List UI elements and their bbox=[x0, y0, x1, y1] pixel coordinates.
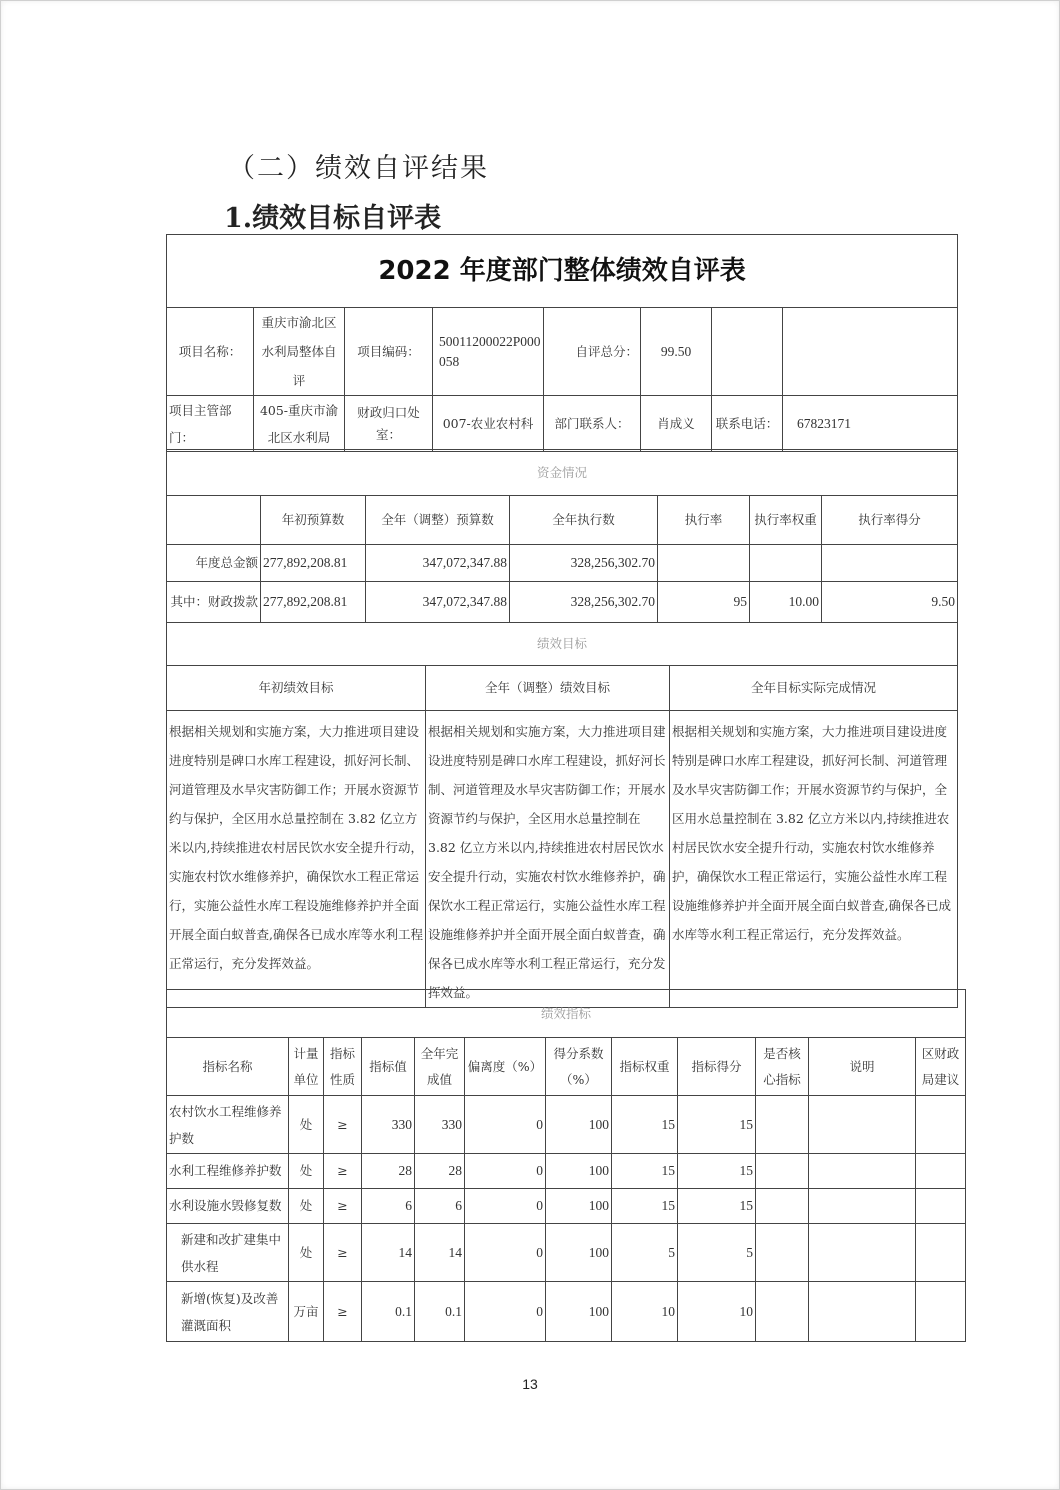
funds-cell bbox=[750, 545, 822, 582]
indicator-cell bbox=[756, 1096, 809, 1154]
indicator-cell: 15 bbox=[678, 1096, 756, 1154]
indicator-cell: 15 bbox=[612, 1096, 678, 1154]
indicator-row bbox=[167, 1282, 966, 1342]
indicator-cell: 14 bbox=[362, 1224, 415, 1282]
indicators-block bbox=[166, 989, 960, 1342]
indicator-header: 得分系数（%） bbox=[546, 1038, 612, 1096]
indicator-cell: 0 bbox=[465, 1096, 546, 1154]
indicator-cell bbox=[809, 1154, 916, 1189]
indicator-row bbox=[167, 1154, 966, 1189]
goals-header: 全年目标实际完成情况 bbox=[670, 666, 958, 711]
goals-block bbox=[166, 622, 957, 1008]
indicator-cell: ≥ bbox=[324, 1224, 362, 1282]
indicator-cell bbox=[756, 1154, 809, 1189]
indicator-cell bbox=[916, 1282, 966, 1342]
info-table bbox=[166, 234, 958, 452]
funds-cell bbox=[658, 545, 750, 582]
project-name-label: 项目名称： bbox=[167, 308, 254, 396]
indicators-table bbox=[166, 989, 966, 1342]
funds-header: 执行率权重 bbox=[750, 496, 822, 545]
goals-header: 全年（调整）绩效目标 bbox=[426, 666, 670, 711]
indicator-cell: ≥ bbox=[324, 1282, 362, 1342]
indicator-cell: 0.1 bbox=[415, 1282, 465, 1342]
funds-cell: 277,892,208.81 bbox=[261, 545, 366, 582]
indicator-header: 全年完成值 bbox=[415, 1038, 465, 1096]
info-block bbox=[166, 234, 957, 452]
indicator-header: 计量单位 bbox=[289, 1038, 324, 1096]
goals-header: 年初绩效目标 bbox=[167, 666, 426, 711]
funds-cell bbox=[822, 545, 958, 582]
indicator-cell: 万亩 bbox=[289, 1282, 324, 1342]
funds-row bbox=[167, 582, 958, 623]
funds-block bbox=[166, 449, 957, 623]
indicator-header: 区财政局建议 bbox=[916, 1038, 966, 1096]
indicator-cell: 5 bbox=[678, 1224, 756, 1282]
indicator-cell: 水利工程维修养护数 bbox=[167, 1154, 289, 1189]
indicator-header: 指标值 bbox=[362, 1038, 415, 1096]
indicator-cell bbox=[916, 1154, 966, 1189]
indicator-cell: 10 bbox=[612, 1282, 678, 1342]
funds-cell: 其中：财政拨款 bbox=[167, 582, 261, 623]
funds-header: 执行率得分 bbox=[822, 496, 958, 545]
dept-label: 项目主管部门： bbox=[167, 396, 254, 452]
indicator-cell: 28 bbox=[415, 1154, 465, 1189]
indicator-cell: 330 bbox=[415, 1096, 465, 1154]
indicator-cell: ≥ bbox=[324, 1189, 362, 1224]
indicator-header: 指标性质 bbox=[324, 1038, 362, 1096]
indicator-cell: 新增(恢复)及改善灌溉面积 bbox=[167, 1282, 289, 1342]
funds-header: 全年执行数 bbox=[510, 496, 658, 545]
indicator-cell bbox=[756, 1224, 809, 1282]
indicator-cell: 100 bbox=[546, 1096, 612, 1154]
indicator-row bbox=[167, 1224, 966, 1282]
indicator-cell: 6 bbox=[415, 1189, 465, 1224]
indicator-cell: 5 bbox=[612, 1224, 678, 1282]
page-number: 13 bbox=[522, 1376, 538, 1392]
funds-cell: 328,256,302.70 bbox=[510, 545, 658, 582]
indicator-cell bbox=[916, 1189, 966, 1224]
finance-value: 007-农业农村科 bbox=[433, 396, 544, 452]
funds-cell: 9.50 bbox=[822, 582, 958, 623]
info-empty-cell bbox=[712, 308, 783, 396]
indicator-cell: 处 bbox=[289, 1189, 324, 1224]
indicator-header: 说明 bbox=[809, 1038, 916, 1096]
phone-value: 67823171 bbox=[783, 396, 958, 452]
indicator-cell: 100 bbox=[546, 1154, 612, 1189]
funds-cell: 10.00 bbox=[750, 582, 822, 623]
indicator-cell: 330 bbox=[362, 1096, 415, 1154]
indicator-header: 指标得分 bbox=[678, 1038, 756, 1096]
funds-header: 年初预算数 bbox=[261, 496, 366, 545]
indicator-row bbox=[167, 1189, 966, 1224]
indicator-cell: 15 bbox=[612, 1189, 678, 1224]
indicator-cell: 6 bbox=[362, 1189, 415, 1224]
indicator-cell: 100 bbox=[546, 1282, 612, 1342]
indicator-cell bbox=[809, 1189, 916, 1224]
funds-header: 执行率 bbox=[658, 496, 750, 545]
indicator-cell: 0 bbox=[465, 1282, 546, 1342]
indicator-cell: 100 bbox=[546, 1224, 612, 1282]
project-code-label: 项目编码： bbox=[345, 308, 433, 396]
contact-label: 部门联系人： bbox=[544, 396, 641, 452]
indicator-row bbox=[167, 1096, 966, 1154]
score-label: 自评总分： bbox=[544, 308, 641, 396]
goal-text-initial: 根据相关规划和实施方案，大力推进项目建设进度特别是碑口水库工程建设，抓好河长制、河道管理及水旱灾害防御工作；开展水资源节约与保护，全区用水总量控制在 3.82 亿立方米以内,持续推进农村居民饮水安全提升行动，实施农村饮水维修养护，确保饮水工程正常运行，实施公益性水库工程设施维修养护并全面开展全面白蚁普查,确保各已成水库等水利工程正常运行，充分发挥效益。 bbox=[167, 711, 426, 1008]
indicator-cell bbox=[809, 1096, 916, 1154]
indicator-cell: 0.1 bbox=[362, 1282, 415, 1342]
funds-table bbox=[166, 449, 958, 623]
indicator-cell: 水利设施水毁修复数 bbox=[167, 1189, 289, 1224]
indicator-header: 指标名称 bbox=[167, 1038, 289, 1096]
indicator-header: 是否核心指标 bbox=[756, 1038, 809, 1096]
indicator-header: 指标权重 bbox=[612, 1038, 678, 1096]
funds-row bbox=[167, 545, 958, 582]
funds-cell: 277,892,208.81 bbox=[261, 582, 366, 623]
table-title: 2022 年度部门整体绩效自评表 bbox=[167, 235, 958, 308]
indicator-cell: 0 bbox=[465, 1154, 546, 1189]
indicator-cell: 15 bbox=[612, 1154, 678, 1189]
funds-section-label: 资金情况 bbox=[167, 450, 958, 496]
goal-text-actual: 根据相关规划和实施方案，大力推进项目建设进度特别是碑口水库工程建设，抓好河长制、河道管理及水旱灾害防御工作；开展水资源节约与保护，全区用水总量控制在 3.82 亿立方米以内,持续推进农村居民饮水安全提升行动，实施农村饮水维修养护，确保饮水工程正常运行，实施公益性水库工程设施维修养护并全面开展全面白蚁普查,确保各已成水库等水利工程正常运行，充分发挥效益。 bbox=[670, 711, 958, 1008]
indicator-cell bbox=[756, 1282, 809, 1342]
indicator-cell bbox=[916, 1096, 966, 1154]
funds-cell: 347,072,347.88 bbox=[366, 582, 510, 623]
funds-cell: 95 bbox=[658, 582, 750, 623]
indicator-cell: 10 bbox=[678, 1282, 756, 1342]
phone-label: 联系电话： bbox=[712, 396, 783, 452]
section-heading: （二）绩效自评结果 bbox=[228, 153, 489, 184]
indicator-header: 偏离度（%） bbox=[465, 1038, 546, 1096]
indicator-cell bbox=[756, 1189, 809, 1224]
goals-section-label: 绩效目标 bbox=[167, 623, 958, 666]
indicator-cell bbox=[809, 1224, 916, 1282]
project-name-value: 重庆市渝北区水利局整体自评 bbox=[254, 308, 345, 396]
indicator-cell: 处 bbox=[289, 1096, 324, 1154]
project-code-value: 50011200022P000058 bbox=[433, 308, 544, 396]
score-value: 99.50 bbox=[641, 308, 712, 396]
funds-header bbox=[167, 496, 261, 545]
indicator-cell: 新建和改扩建集中供水程 bbox=[167, 1224, 289, 1282]
funds-header: 全年（调整）预算数 bbox=[366, 496, 510, 545]
indicator-cell bbox=[916, 1224, 966, 1282]
indicator-cell: 14 bbox=[415, 1224, 465, 1282]
indicator-cell: ≥ bbox=[324, 1154, 362, 1189]
funds-cell: 328,256,302.70 bbox=[510, 582, 658, 623]
indicator-cell: ≥ bbox=[324, 1096, 362, 1154]
table-heading: 1.绩效目标自评表 bbox=[224, 203, 442, 234]
contact-value: 肖成义 bbox=[641, 396, 712, 452]
indicator-cell bbox=[809, 1282, 916, 1342]
indicator-cell: 农村饮水工程维修养护数 bbox=[167, 1096, 289, 1154]
indicator-cell: 15 bbox=[678, 1154, 756, 1189]
indicator-cell: 处 bbox=[289, 1154, 324, 1189]
info-empty-cell bbox=[783, 308, 958, 396]
funds-cell: 年度总金额 bbox=[167, 545, 261, 582]
indicator-cell: 100 bbox=[546, 1189, 612, 1224]
finance-label: 财政归口处室： bbox=[345, 396, 433, 452]
dept-value: 405-重庆市渝北区水利局 bbox=[254, 396, 345, 452]
funds-cell: 347,072,347.88 bbox=[366, 545, 510, 582]
indicator-cell: 15 bbox=[678, 1189, 756, 1224]
goal-text-adjusted: 根据相关规划和实施方案，大力推进项目建设进度特别是碑口水库工程建设，抓好河长制、河道管理及水旱灾害防御工作；开展水资源节约与保护，全区用水总量控制在 3.82 亿立方米以内,持续推进农村居民饮水安全提升行动，实施农村饮水维修养护，确保饮水工程正常运行，实施公益性水库工程设施维修养护并全面开展全面白蚁普查，确保各已成水库等水利工程正常运行，充分发挥效益。 bbox=[426, 711, 670, 1008]
indicator-cell: 28 bbox=[362, 1154, 415, 1189]
indicator-cell: 0 bbox=[465, 1224, 546, 1282]
indicator-cell: 0 bbox=[465, 1189, 546, 1224]
indicators-section-label: 绩效指标 bbox=[167, 990, 966, 1038]
indicator-cell: 处 bbox=[289, 1224, 324, 1282]
goals-table bbox=[166, 622, 958, 1008]
